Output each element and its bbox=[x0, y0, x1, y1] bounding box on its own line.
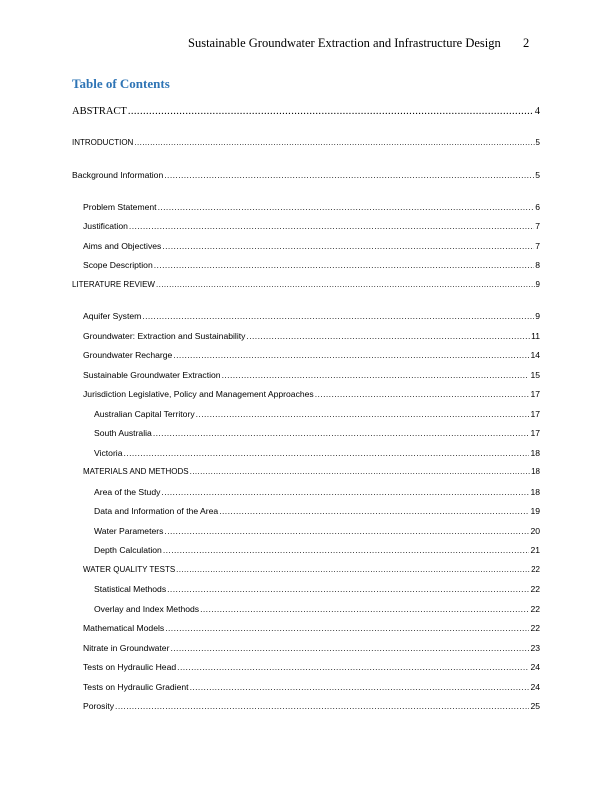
leader-dots bbox=[129, 220, 534, 232]
toc-entry-page: 17 bbox=[530, 409, 540, 419]
toc-entry-label: Scope Description bbox=[83, 260, 153, 270]
toc-entry-label: Overlay and Index Methods bbox=[94, 604, 200, 614]
toc-entry-label: Problem Statement bbox=[83, 202, 157, 212]
toc-entry-scope-description[interactable] bbox=[83, 259, 540, 271]
toc-entry-page: 22 bbox=[531, 565, 540, 574]
toc-entry-page: 25 bbox=[530, 701, 540, 711]
leader-dots bbox=[164, 169, 534, 181]
toc-entry-page: 6 bbox=[535, 202, 540, 212]
leader-dots bbox=[142, 310, 534, 322]
toc-entry-page: 18 bbox=[530, 487, 540, 497]
toc-entry-aims-and-objectives[interactable] bbox=[83, 240, 540, 252]
toc-entry-water-parameters[interactable] bbox=[94, 525, 540, 537]
toc-entry-australian-capital-territory[interactable] bbox=[94, 408, 540, 420]
toc-entry-depth-calculation[interactable] bbox=[94, 544, 540, 556]
toc-entry-page: 22 bbox=[530, 584, 540, 594]
toc-entry-page: 18 bbox=[531, 467, 540, 476]
toc-entry-tests-on-hydraulic-gradient[interactable] bbox=[83, 681, 540, 693]
toc-entry-page: 19 bbox=[530, 506, 540, 516]
toc-entry-label: LITERATURE REVIEW bbox=[72, 280, 155, 289]
leader-dots bbox=[115, 700, 529, 712]
leader-dots bbox=[161, 486, 529, 498]
leader-dots bbox=[173, 349, 529, 361]
leader-dots bbox=[177, 661, 529, 673]
toc-entry-page: 5 bbox=[535, 170, 540, 180]
toc-entry-tests-on-hydraulic-head[interactable] bbox=[83, 661, 540, 673]
toc-entry-water-quality-tests[interactable] bbox=[83, 564, 540, 576]
toc-entry-data-and-information[interactable] bbox=[94, 505, 540, 517]
toc-entry-label: Water Parameters bbox=[94, 526, 164, 536]
toc-entry-page: 22 bbox=[530, 623, 540, 633]
leader-dots bbox=[222, 369, 530, 381]
running-head-title: Sustainable Groundwater Extraction and Infrastructure Design bbox=[188, 36, 501, 50]
toc-entry-materials-and-methods[interactable] bbox=[83, 466, 540, 478]
leader-dots bbox=[154, 259, 534, 271]
toc-entry-mathematical-models[interactable] bbox=[83, 622, 540, 634]
leader-dots bbox=[170, 642, 529, 654]
toc-entry-label: Statistical Methods bbox=[94, 584, 167, 594]
toc-entry-page: 11 bbox=[531, 331, 540, 341]
toc-entry-label: WATER QUALITY TESTS bbox=[83, 565, 176, 574]
toc-entry-page: 9 bbox=[535, 311, 540, 321]
toc-entry-label: Aims and Objectives bbox=[83, 241, 162, 251]
toc-entry-label: Jurisdiction Legislative, Policy and Management Approaches bbox=[83, 389, 314, 399]
toc-entry-sustainable-groundwater-extraction[interactable] bbox=[83, 369, 540, 381]
toc-entry-label: Background Information bbox=[72, 170, 164, 180]
toc-entry-page: 4 bbox=[534, 106, 540, 117]
toc-entry-page: 14 bbox=[530, 350, 540, 360]
toc-heading: Table of Contents bbox=[72, 76, 170, 91]
toc-entry-page: 9 bbox=[535, 280, 540, 289]
leader-dots bbox=[176, 564, 530, 576]
toc-entry-label: INTRODUCTION bbox=[72, 138, 134, 147]
toc-entry-label: Victoria bbox=[94, 448, 123, 458]
leader-dots bbox=[190, 466, 530, 478]
leader-dots bbox=[128, 106, 534, 118]
toc-entry-page: 15 bbox=[530, 370, 540, 380]
toc-entry-page: 22 bbox=[530, 604, 540, 614]
leader-dots bbox=[134, 137, 534, 149]
toc-entry-background-information[interactable] bbox=[72, 169, 540, 181]
toc-entry-page: 5 bbox=[535, 138, 540, 147]
leader-dots bbox=[219, 505, 529, 517]
toc-entry-introduction[interactable] bbox=[72, 137, 540, 149]
toc-entry-aquifer-system[interactable] bbox=[83, 310, 540, 322]
toc-entry-literature-review[interactable] bbox=[72, 279, 540, 291]
toc-entry-nitrate-in-groundwater[interactable] bbox=[83, 642, 540, 654]
leader-dots bbox=[164, 525, 529, 537]
toc-entry-label: Australian Capital Territory bbox=[94, 409, 195, 419]
toc-entry-south-australia[interactable] bbox=[94, 427, 540, 439]
toc-entry-label: MATERIALS AND METHODS bbox=[83, 467, 189, 476]
toc-entry-label: Area of the Study bbox=[94, 487, 161, 497]
leader-dots bbox=[162, 240, 534, 252]
toc-entry-page: 7 bbox=[535, 221, 540, 231]
leader-dots bbox=[153, 427, 530, 439]
leader-dots bbox=[200, 603, 529, 615]
leader-dots bbox=[165, 622, 529, 634]
leader-dots bbox=[167, 583, 529, 595]
toc-entry-label: Data and Information of the Area bbox=[94, 506, 219, 516]
toc-entry-page: 21 bbox=[530, 545, 540, 555]
toc-entry-label: Depth Calculation bbox=[94, 545, 162, 555]
toc-entry-label: Tests on Hydraulic Head bbox=[83, 662, 177, 672]
toc-entry-groundwater-recharge[interactable] bbox=[83, 349, 540, 361]
toc-entry-groundwater-extraction-sustainability[interactable] bbox=[83, 330, 540, 342]
toc-entry-label: Nitrate in Groundwater bbox=[83, 643, 170, 653]
toc-entry-label: Groundwater: Extraction and Sustainability bbox=[83, 331, 246, 341]
toc-entry-page: 8 bbox=[535, 260, 540, 270]
toc-entry-page: 18 bbox=[530, 448, 540, 458]
toc-entry-label: Tests on Hydraulic Gradient bbox=[83, 682, 189, 692]
leader-dots bbox=[124, 447, 530, 459]
toc-entry-page: 17 bbox=[530, 389, 540, 399]
toc-entry-overlay-and-index-methods[interactable] bbox=[94, 603, 540, 615]
toc-entry-label: Sustainable Groundwater Extraction bbox=[83, 370, 221, 380]
leader-dots bbox=[190, 681, 530, 693]
toc-entry-page: 17 bbox=[530, 428, 540, 438]
toc-entry-victoria[interactable] bbox=[94, 447, 540, 459]
toc-entry-label: South Australia bbox=[94, 428, 152, 438]
page-number: 2 bbox=[523, 36, 530, 50]
toc-entry-page: 24 bbox=[530, 682, 540, 692]
leader-dots bbox=[315, 388, 530, 400]
leader-dots bbox=[163, 544, 530, 556]
toc-entry-page: 20 bbox=[530, 526, 540, 536]
leader-dots bbox=[196, 408, 530, 420]
leader-dots bbox=[246, 330, 530, 342]
toc-entry-label: ABSTRACT bbox=[72, 106, 127, 117]
toc-entry-label: Justification bbox=[83, 221, 128, 231]
toc-entry-label: Aquifer System bbox=[83, 311, 142, 321]
page-header bbox=[0, 36, 612, 52]
toc-entry-page: 23 bbox=[530, 643, 540, 653]
toc-entry-jurisdiction-legislative[interactable] bbox=[83, 388, 540, 400]
toc-entry-page: 24 bbox=[530, 662, 540, 672]
toc-entry-problem-statement[interactable] bbox=[83, 201, 540, 213]
toc-entry-label: Porosity bbox=[83, 701, 115, 711]
leader-dots bbox=[158, 201, 535, 213]
toc-entry-justification[interactable] bbox=[83, 220, 540, 232]
toc-entry-statistical-methods[interactable] bbox=[94, 583, 540, 595]
leader-dots bbox=[156, 279, 535, 291]
toc-entry-area-of-the-study[interactable] bbox=[94, 486, 540, 498]
toc-entry-abstract[interactable] bbox=[72, 106, 540, 118]
toc-entry-page: 7 bbox=[535, 241, 540, 251]
toc-entry-porosity[interactable] bbox=[83, 700, 540, 712]
toc-entry-label: Groundwater Recharge bbox=[83, 350, 173, 360]
toc-entry-label: Mathematical Models bbox=[83, 623, 165, 633]
